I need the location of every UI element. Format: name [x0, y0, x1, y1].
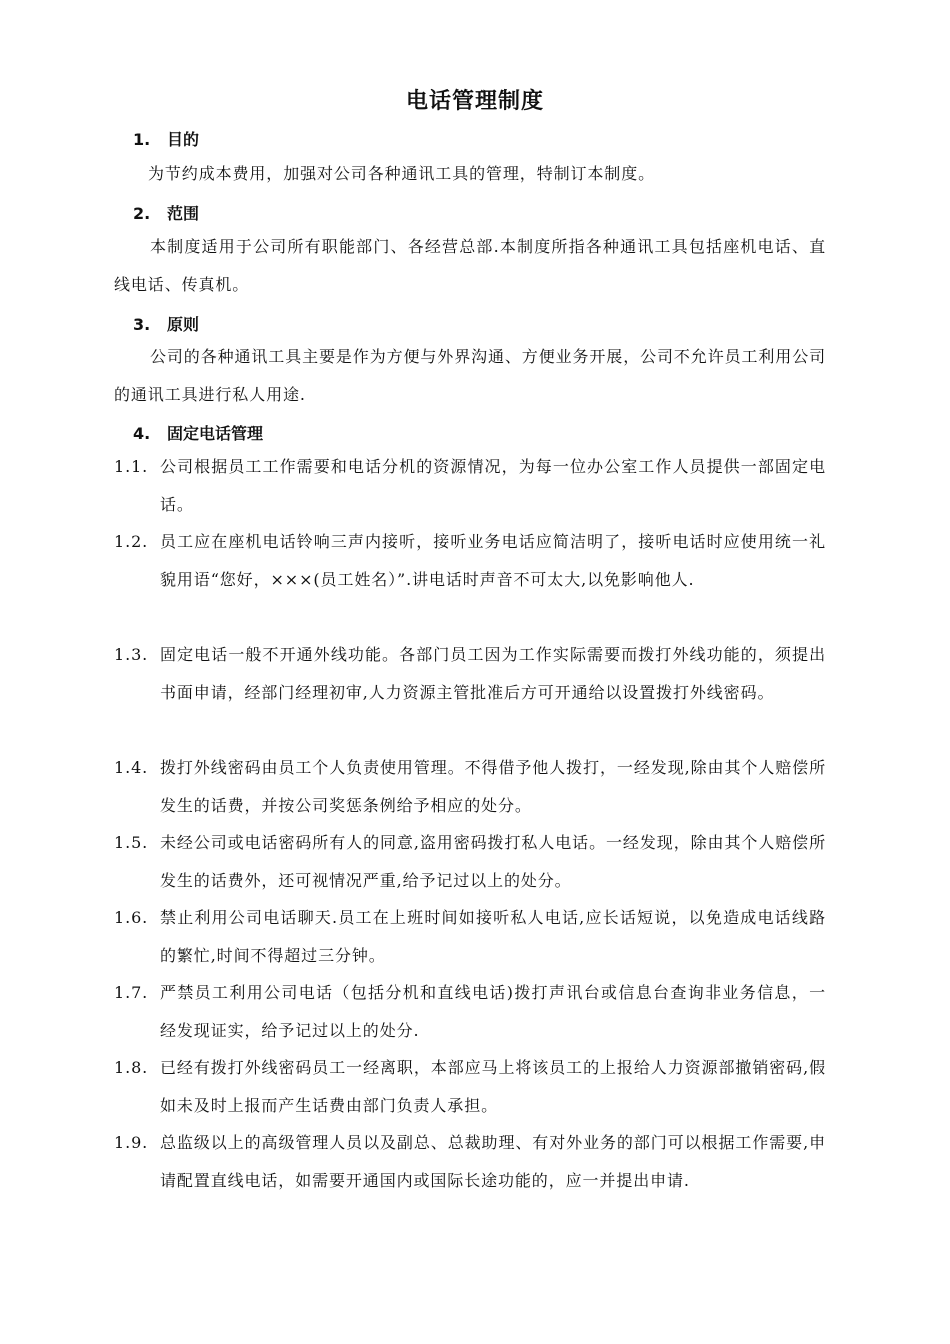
- section-number: 3.: [133, 315, 151, 334]
- item-text: 禁止利用公司电话聊天.员工在上班时间如接听私人电话,应长话短说，以免造成电话线路的繁忙,时间不得超过三分钟。: [160, 908, 826, 965]
- section-heading-purpose: [133, 127, 199, 150]
- section-number: 2.: [133, 204, 151, 223]
- list-item: [114, 899, 826, 974]
- paragraph-scope: 本制度适用于公司所有职能部门、各经营总部.本制度所指各种通讯工具包括座机电话、直线电话、传真机。: [114, 237, 826, 294]
- item-number: 1.6.: [114, 908, 149, 927]
- paragraph-purpose: 为节约成本费用，加强对公司各种通讯工具的管理，特制订本制度。: [148, 164, 656, 183]
- section-label: 目的: [167, 130, 200, 149]
- item-text: 固定电话一般不开通外线功能。各部门员工因为工作实际需要而拨打外线功能的，须提出书面申请，经部门经理初审,人力资源主管批准后方可开通给以设置拨打外线密码。: [160, 645, 826, 702]
- list-item: [114, 523, 826, 598]
- list-item: [114, 1049, 826, 1124]
- item-number: 1.3.: [114, 645, 149, 664]
- item-text: 严禁员工利用公司电话（包括分机和直线电话)拨打声讯台或信息台查询非业务信息，一经发现证实，给予记过以上的处分.: [160, 983, 826, 1040]
- section-number: 4.: [133, 424, 151, 443]
- item-number: 1.9.: [114, 1133, 149, 1152]
- item-text: 已经有拨打外线密码员工一经离职，本部应马上将该员工的上报给人力资源部撤销密码,假如未及时上报而产生话费由部门负责人承担。: [160, 1058, 826, 1115]
- list-item: [114, 749, 826, 824]
- section-label: 原则: [167, 315, 200, 334]
- document-title: 电话管理制度: [405, 89, 544, 114]
- item-text: 总监级以上的高级管理人员以及副总、总裁助理、有对外业务的部门可以根据工作需要,申请配置直线电话，如需要开通国内或国际长途功能的，应一并提出申请.: [160, 1133, 826, 1190]
- list-item: [114, 824, 826, 899]
- section-number: 1.: [133, 130, 151, 149]
- item-number: 1.2.: [114, 532, 149, 551]
- paragraph-principle: 公司的各种通讯工具主要是作为方便与外界沟通、方便业务开展，公司不允许员工利用公司的通讯工具进行私人用途.: [114, 347, 827, 404]
- section-heading-principle: [133, 312, 199, 335]
- item-text: 未经公司或电话密码所有人的同意,盗用密码拨打私人电话。一经发现，除由其个人赔偿所发生的话费外，还可视情况严重,给予记过以上的处分。: [160, 833, 826, 890]
- item-number: 1.7.: [114, 983, 149, 1002]
- item-text: 员工应在座机电话铃响三声内接听，接听业务电话应简洁明了，接听电话时应使用统一礼貌用语“您好，×××(员工姓名）”.讲电话时声音不可太大,以免影响他人.: [160, 532, 826, 589]
- item-number: 1.1.: [114, 457, 149, 476]
- item-text: 公司根据员工工作需要和电话分机的资源情况，为每一位办公室工作人员提供一部固定电话。: [160, 457, 826, 514]
- item-number: 1.4.: [114, 758, 149, 777]
- list-item: [114, 636, 826, 711]
- item-number: 1.5.: [114, 833, 149, 852]
- section-label: 固定电话管理: [167, 424, 264, 443]
- item-text: 拨打外线密码由员工个人负责使用管理。不得借予他人拨打，一经发现,除由其个人赔偿所发生的话费，并按公司奖惩条例给予相应的处分。: [160, 758, 826, 815]
- section-label: 范围: [167, 204, 200, 223]
- item-number: 1.8.: [114, 1058, 149, 1077]
- section-heading-fixed-phone: [133, 421, 263, 444]
- section-heading-scope: [133, 201, 199, 224]
- list-item: [114, 974, 826, 1049]
- list-item: [114, 448, 826, 523]
- list-item: [114, 1124, 826, 1199]
